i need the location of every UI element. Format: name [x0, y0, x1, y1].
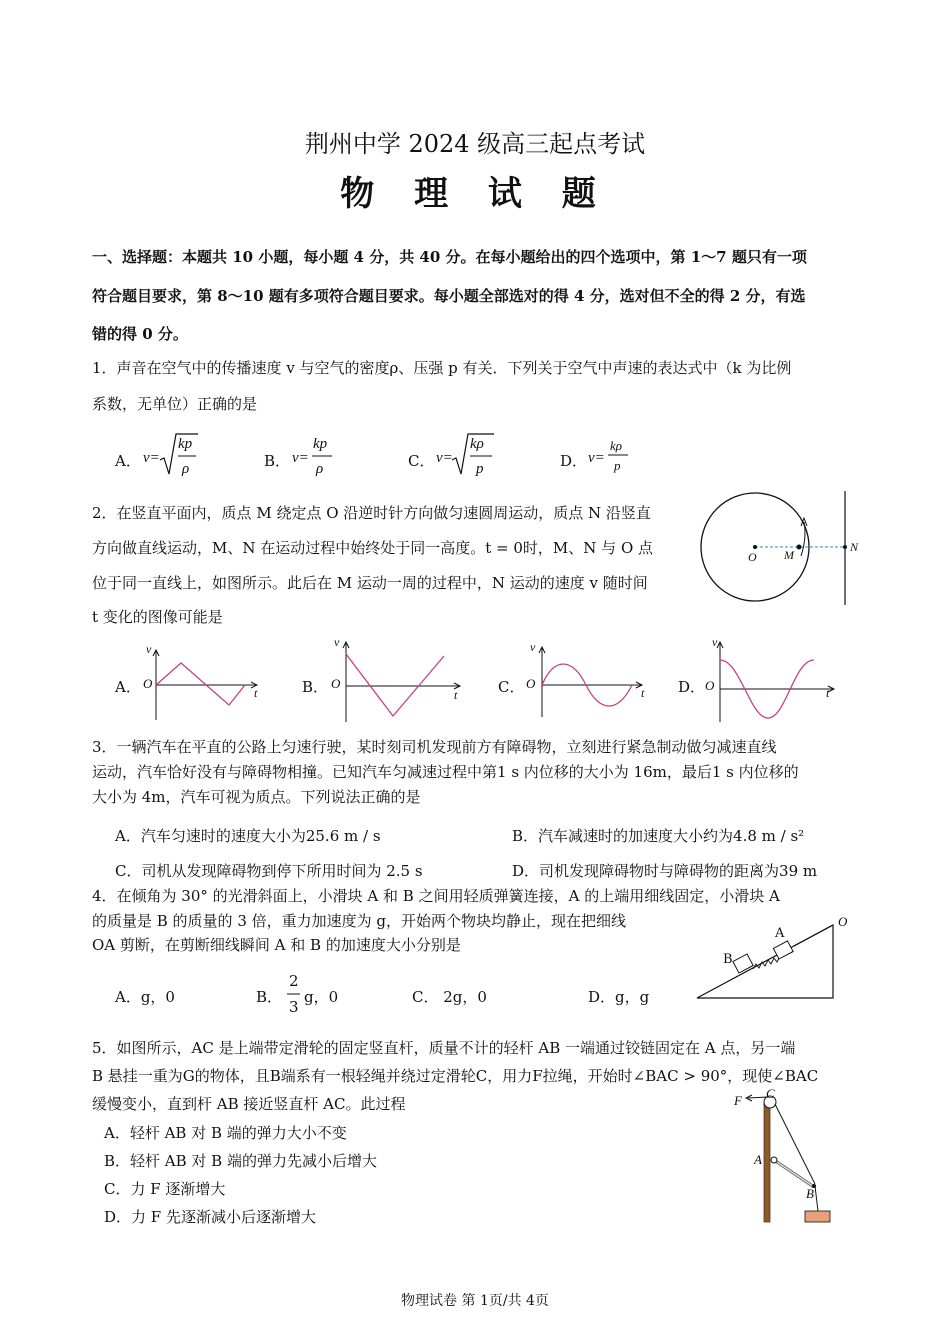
q1-option-c-label: C． [408, 452, 435, 470]
q2-d-axis-o: O [705, 678, 715, 693]
q2-option-d-graph [710, 640, 840, 725]
q1-option-d-lhs: v= [588, 450, 605, 466]
q2-d-axis-v: v [712, 635, 718, 649]
q4-option-a: A．g，0 [115, 988, 175, 1006]
q4-fig-label-a: A [775, 926, 785, 941]
section-intro-line-3: 错的得 0 分。 [92, 325, 188, 343]
q2-line-3: 位于同一直线上，如图所示。此后在 M 运动一周的过程中，N 运动的速度 v 随时间 [92, 574, 648, 592]
q1-line-2: 系数，无单位）正确的是 [92, 395, 258, 413]
q2-line-4: t 变化的图像可能是 [92, 608, 223, 626]
q1-option-c-num: kρ [470, 436, 484, 452]
section-intro-line-2: 符合题目要求，第 8～10 题有多项符合题目要求。每小题全部选对的得 4 分，选对但不全的得 2 分，有选 [92, 287, 806, 305]
q5-fig-label-f: F [734, 1093, 742, 1108]
q5-option-a: A．轻杆 AB 对 B 端的弹力大小不变 [104, 1124, 347, 1142]
q4-option-c: C． 2g，0 [412, 988, 487, 1006]
q3-option-c: C．司机从发现障碍物到停下所用时间为 2.5 s [115, 862, 423, 880]
q2-option-a-graph [145, 648, 265, 723]
q1-option-c-lhs: v= [436, 450, 453, 466]
q3-option-d: D．司机发现障碍物时与障碍物的距离为39 m [512, 862, 818, 880]
q4-fig-label-b: B [723, 952, 733, 967]
q2-option-d-label: D． [678, 678, 706, 696]
q3-line-3: 大小为 4m，汽车可视为质点。下列说法正确的是 [92, 788, 421, 806]
q2-b-axis-v: v [334, 635, 340, 649]
q1-option-a-den: ρ [182, 461, 190, 477]
q2-fig-label-n: N [850, 540, 859, 554]
q1-option-b-den: ρ [316, 461, 324, 477]
q2-line-1: 2．在竖直平面内，质点 M 绕定点 O 沿逆时针方向做匀速圆周运动，质点 N 沿竖直 [92, 504, 651, 522]
q5-fig-label-b: B [806, 1186, 814, 1201]
q1-option-d-label: D． [560, 452, 588, 470]
q3-option-b: B．汽车减速时的加速度大小约为4.8 m / s² [512, 827, 805, 845]
q3-option-a: A．汽车匀速时的速度大小为25.6 m / s [115, 827, 381, 845]
q5-option-b: B．轻杆 AB 对 B 端的弹力先减小后增大 [104, 1152, 377, 1170]
exam-title: 荆州中学 2024 级高三起点考试 [304, 130, 646, 158]
q2-option-c-label: C． [498, 678, 525, 696]
q5-option-c: C．力 F 逐渐增大 [104, 1180, 226, 1198]
q1-option-b-label: B． [264, 452, 291, 470]
q2-d-axis-t: t [826, 686, 830, 700]
q2-line-2: 方向做直线运动，M、N 在运动过程中始终处于同一高度。t = 0时，M、N 与 O 点 [92, 539, 654, 557]
q1-line-1: 1．声音在空气中的传播速度 v 与空气的密度ρ、压强 p 有关．下列关于空气中声速的表达式中（k 为比例 [92, 359, 792, 377]
q5-line-2: B 悬挂一重为G的物体，且B端系有一根轻绳并绕过定滑轮C，用力F拉绳，开始时∠BAC > 90°，现使∠BAC [92, 1067, 819, 1085]
q1-option-a-label: A． [115, 452, 141, 470]
q1-option-b-num: kp [313, 436, 328, 452]
q5-fig-label-c: C [766, 1086, 775, 1101]
q2-b-axis-t: t [454, 688, 458, 702]
subject-title: 物 理 试 题 [340, 174, 610, 214]
q2-c-axis-o: O [526, 676, 536, 691]
q4-option-b-den: 3 [289, 998, 299, 1016]
q2-option-b-label: B． [302, 678, 329, 696]
q4-line-3: OA 剪断，在剪断细线瞬间 A 和 B 的加速度大小分别是 [92, 936, 461, 954]
q4-option-b-fraction-bar [286, 993, 302, 997]
q4-option-b-num: 2 [289, 972, 299, 990]
q2-fig-label-m: M [784, 548, 794, 562]
q3-line-2: 运动，汽车恰好没有与障碍物相撞。已知汽车匀减速过程中第1 s 内位移的大小为 16m，最后1 s 内位移的 [92, 763, 799, 781]
q4-line-1: 4．在倾角为 30° 的光滑斜面上，小滑块 A 和 B 之间用轻质弹簧连接，A 的上端用细线固定，小滑块 A [92, 887, 780, 905]
q4-option-b-label: B． [256, 988, 283, 1006]
q2-a-axis-v: v [146, 642, 152, 656]
q2-c-axis-t: t [641, 686, 645, 700]
q5-pulley-figure [730, 1090, 840, 1225]
q2-b-axis-o: O [331, 676, 341, 691]
q2-option-b-graph [332, 640, 467, 725]
q1-option-a-lhs: v= [143, 450, 160, 466]
q5-fig-label-a: A [754, 1152, 762, 1167]
q1-option-c-den: p [476, 461, 484, 477]
q3-line-1: 3．一辆汽车在平直的公路上匀速行驶，某时刻司机发现前方有障碍物，立刻进行紧急制动做匀减速直线 [92, 738, 777, 756]
q1-option-a-num: kp [178, 436, 193, 452]
q1-option-d-den: p [614, 458, 621, 473]
q2-c-axis-v: v [530, 640, 536, 654]
q4-line-2: 的质量是 B 的质量的 3 倍，重力加速度为 g，开始两个物块均静止，现在把细线 [92, 912, 627, 930]
q2-a-axis-t: t [254, 686, 258, 700]
q2-option-a-label: A． [115, 678, 141, 696]
q4-option-d: D．g，g [588, 988, 650, 1006]
q1-option-b-lhs: v= [292, 450, 309, 466]
q5-line-1: 5．如图所示，AC 是上端带定滑轮的固定竖直杆，质量不计的轻杆 AB 一端通过铰链固定在 A 点，另一端 [92, 1039, 796, 1057]
q1-option-d-num: kρ [610, 438, 623, 453]
q4-fig-label-o: O [838, 914, 848, 929]
page-footer: 物理试卷 第 1页/共 4页 [401, 1293, 549, 1309]
q5-option-d: D．力 F 先逐渐减小后逐渐增大 [104, 1208, 316, 1226]
q4-option-b-rest: g，0 [304, 988, 339, 1006]
q2-a-axis-o: O [143, 676, 153, 691]
q4-incline-figure [695, 914, 848, 1005]
q2-fig-label-o: O [748, 550, 757, 564]
section-intro-line-1: 一、选择题：本题共 10 小题，每小题 4 分，共 40 分。在每小题给出的四个选项中，第 1～7 题只有一项 [92, 248, 807, 266]
q5-line-3: 缓慢变小，直到杆 AB 接近竖直杆 AC。此过程 [92, 1095, 406, 1113]
q2-option-c-graph [530, 645, 650, 720]
